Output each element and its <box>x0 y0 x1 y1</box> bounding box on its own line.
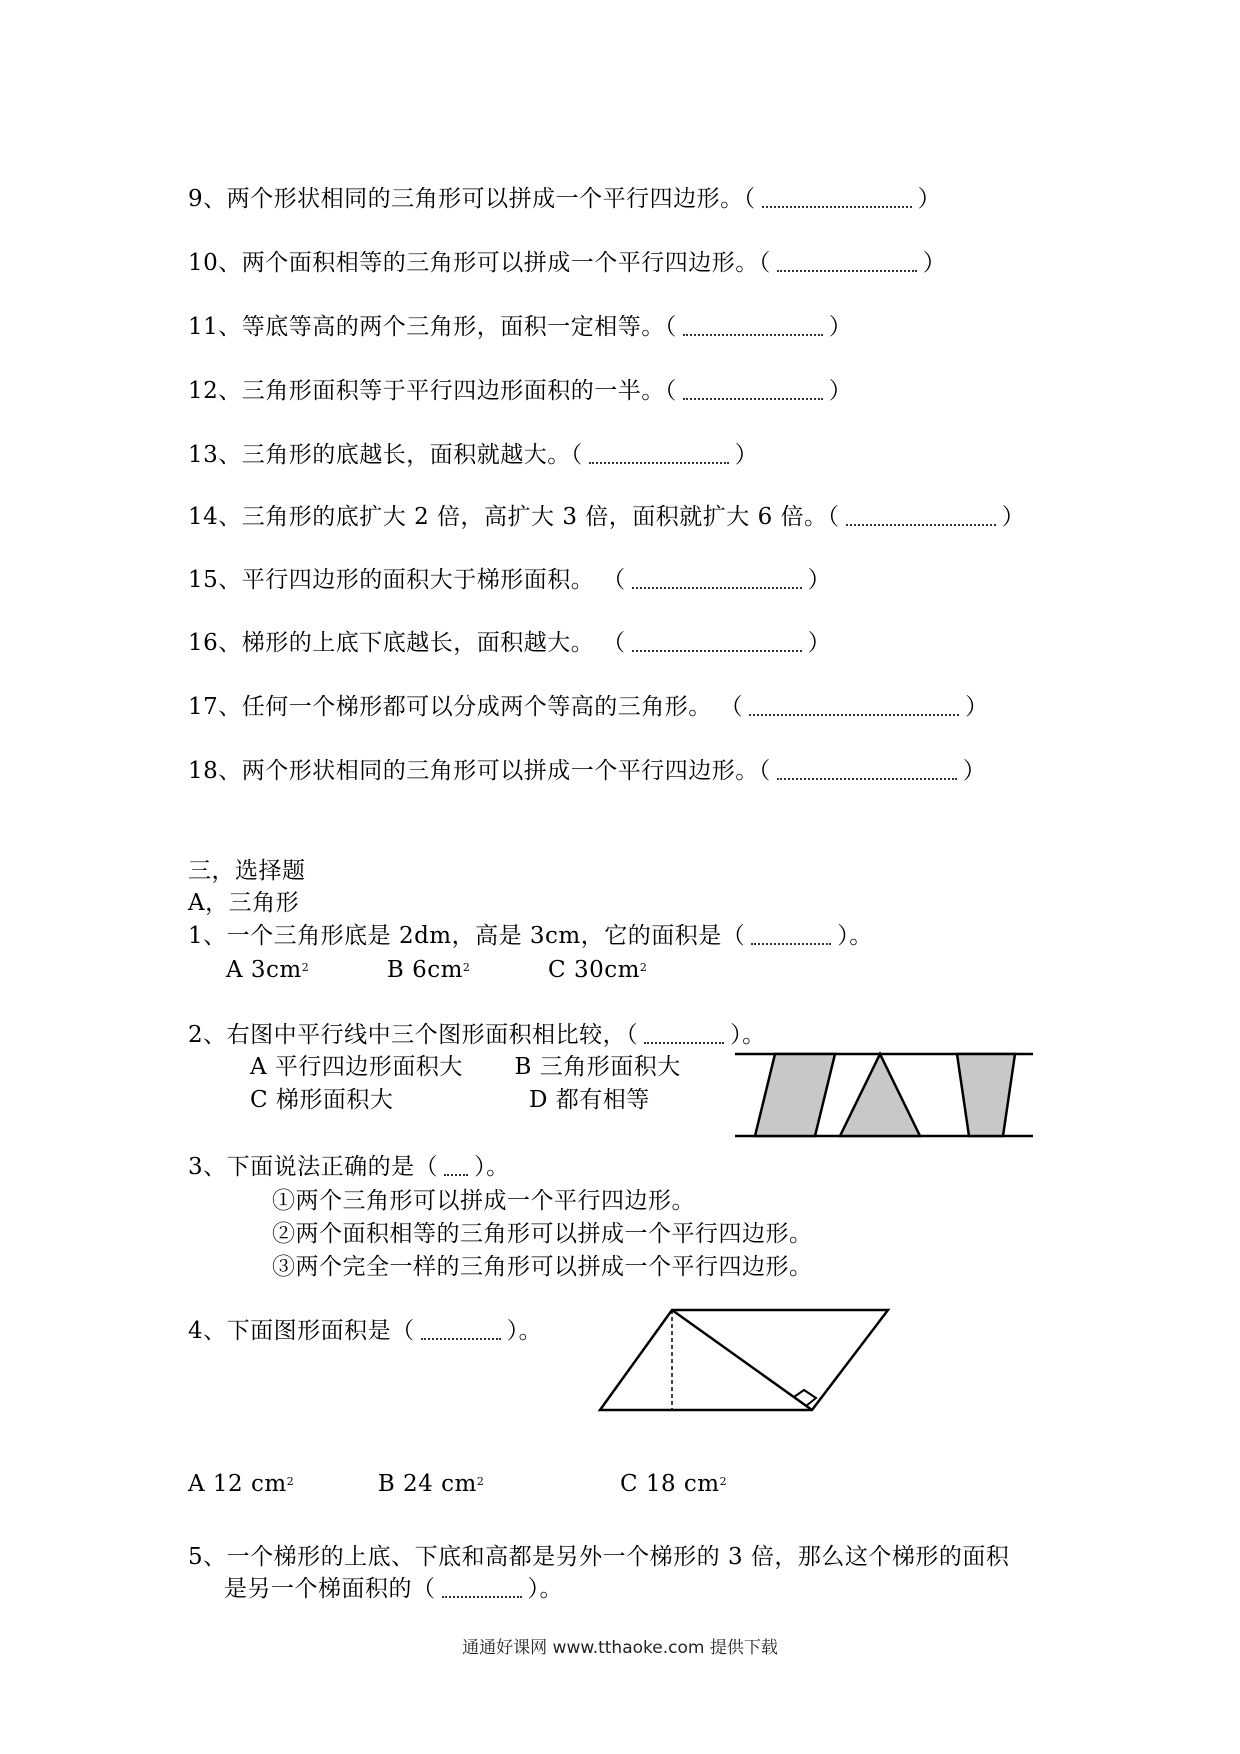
question-10 <box>188 248 946 278</box>
option-b[interactable]: B 24 $cm^2$ <box>377 1471 485 1497</box>
close-paren: ）。 <box>837 923 873 949</box>
section-subtitle: A，三角形 <box>188 890 300 916</box>
question-text: 3、下面说法正确的是（ <box>188 1154 439 1180</box>
close-paren: ） <box>807 630 832 656</box>
question-text: 平行四边形的面积大于梯形面积。 （ <box>241 567 626 593</box>
question-18 <box>188 756 986 786</box>
question-number: 16、 <box>188 630 242 656</box>
answer-blank[interactable] <box>777 256 917 272</box>
question-text: 是另一个梯面积的（ <box>224 1576 436 1602</box>
question-14 <box>188 502 1025 532</box>
option-a[interactable]: A $3cm^2$ <box>226 957 310 983</box>
answer-blank[interactable] <box>632 573 802 589</box>
option-b[interactable]: B 三角形面积大 <box>514 1054 681 1080</box>
close-paren: ） <box>1001 504 1026 530</box>
answer-blank[interactable] <box>683 384 823 400</box>
question-number: 11、 <box>188 314 242 340</box>
question-15 <box>188 565 831 595</box>
option-c[interactable]: C $30cm^2$ <box>548 957 648 983</box>
close-paren: ） <box>828 314 853 340</box>
question-text: 两个形状相同的三角形可以拼成一个平行四边形。（ <box>226 186 756 212</box>
option-c[interactable]: C 18 $cm^2$ <box>619 1471 728 1497</box>
option-c[interactable]: C 梯形面积大 <box>250 1087 394 1113</box>
answer-blank[interactable] <box>683 320 823 336</box>
parallel-lines-figure <box>735 1050 1035 1140</box>
choice-question-5: 5、一个梯形的上底、下底和高都是另外一个梯形的 3 倍，那么这个梯形的面积 <box>188 1544 1010 1570</box>
close-paren: ）。 <box>506 1318 543 1344</box>
question-9 <box>188 184 941 214</box>
question-text: 等底等高的两个三角形，面积一定相等。（ <box>241 314 677 340</box>
choice-question-5-line2 <box>224 1574 563 1604</box>
q2-options-row1 <box>250 1052 681 1082</box>
answer-blank[interactable] <box>442 1582 522 1598</box>
question-number: 12、 <box>188 378 242 404</box>
question-text: 梯形的上底下底越长，面积越大。 （ <box>241 630 626 656</box>
close-paren: ） <box>917 186 942 212</box>
option-a[interactable]: A 平行四边形面积大 <box>250 1054 463 1080</box>
question-16 <box>188 628 831 658</box>
answer-blank[interactable] <box>749 700 959 716</box>
answer-blank[interactable] <box>421 1324 501 1340</box>
answer-blank[interactable] <box>751 929 831 945</box>
question-number: 9、 <box>188 186 227 212</box>
answer-blank[interactable] <box>632 636 802 652</box>
question-number: 13、 <box>188 442 242 468</box>
choice-question-1 <box>188 921 873 951</box>
close-paren: ） <box>922 250 947 276</box>
question-number: 10、 <box>188 250 242 276</box>
parallelogram-figure <box>596 1306 892 1416</box>
question-text: 2、右图中平行线中三个图形面积相比较，（ <box>188 1022 639 1048</box>
question-13 <box>188 440 758 470</box>
answer-blank[interactable] <box>589 448 729 464</box>
q2-options-row2 <box>250 1085 650 1115</box>
question-text: 三角形面积等于平行四边形面积的一半。（ <box>241 378 677 404</box>
close-paren: ） <box>807 567 832 593</box>
q4-options <box>188 1469 727 1499</box>
question-text: 三角形的底扩大 2 倍，高扩大 3 倍，面积就扩大 6 倍。（ <box>241 504 840 530</box>
choice-question-3 <box>188 1152 510 1182</box>
answer-blank[interactable] <box>644 1028 724 1044</box>
section-title: 三，选择题 <box>188 858 306 884</box>
q3-statement-2: ②两个面积相等的三角形可以拼成一个平行四边形。 <box>272 1221 813 1247</box>
question-number: 14、 <box>188 504 242 530</box>
trapezoid-shape <box>957 1054 1015 1136</box>
question-11 <box>188 312 852 342</box>
close-paren: ）。 <box>474 1154 510 1180</box>
option-b[interactable]: B $6cm^2$ <box>386 957 471 983</box>
question-text: 1、一个三角形底是 2dm，高是 3cm，它的面积是（ <box>188 923 746 949</box>
q3-statement-1: ①两个三角形可以拼成一个平行四边形。 <box>272 1188 695 1214</box>
question-number: 15、 <box>188 567 242 593</box>
choice-question-4 <box>188 1316 542 1346</box>
close-paren: ） <box>828 378 853 404</box>
question-text: 任何一个梯形都可以分成两个等高的三角形。 （ <box>241 694 744 720</box>
answer-blank[interactable] <box>777 764 957 780</box>
close-paren: ） <box>962 758 987 784</box>
q3-statement-3: ③两个完全一样的三角形可以拼成一个平行四边形。 <box>272 1254 813 1280</box>
diagonal-line <box>672 1310 812 1410</box>
question-12 <box>188 376 852 406</box>
close-paren: ）。 <box>527 1576 563 1602</box>
close-paren: ）。 <box>730 1022 766 1048</box>
choice-question-2 <box>188 1020 766 1050</box>
parallelogram-shape <box>755 1054 835 1136</box>
option-d[interactable]: D 都有相等 <box>529 1087 650 1113</box>
question-text: 两个面积相等的三角形可以拼成一个平行四边形。（ <box>241 250 771 276</box>
close-paren: ） <box>734 442 759 468</box>
option-a[interactable]: A 12 $cm^2$ <box>188 1471 295 1497</box>
page-footer: 通通好课网 www.tthaoke.com 提供下载 <box>462 1638 778 1658</box>
answer-blank[interactable] <box>846 510 996 526</box>
close-paren: ） <box>965 694 989 720</box>
question-number: 18、 <box>188 758 242 784</box>
question-text: 4、下面图形面积是（ <box>188 1318 415 1344</box>
answer-blank[interactable] <box>444 1160 468 1176</box>
answer-blank[interactable] <box>762 192 912 208</box>
question-text: 两个形状相同的三角形可以拼成一个平行四边形。（ <box>241 758 771 784</box>
triangle-shape <box>840 1054 920 1136</box>
question-text: 三角形的底越长，面积就越大。（ <box>241 442 583 468</box>
question-number: 17、 <box>188 694 242 720</box>
question-17 <box>188 692 989 722</box>
q1-options <box>226 955 647 985</box>
